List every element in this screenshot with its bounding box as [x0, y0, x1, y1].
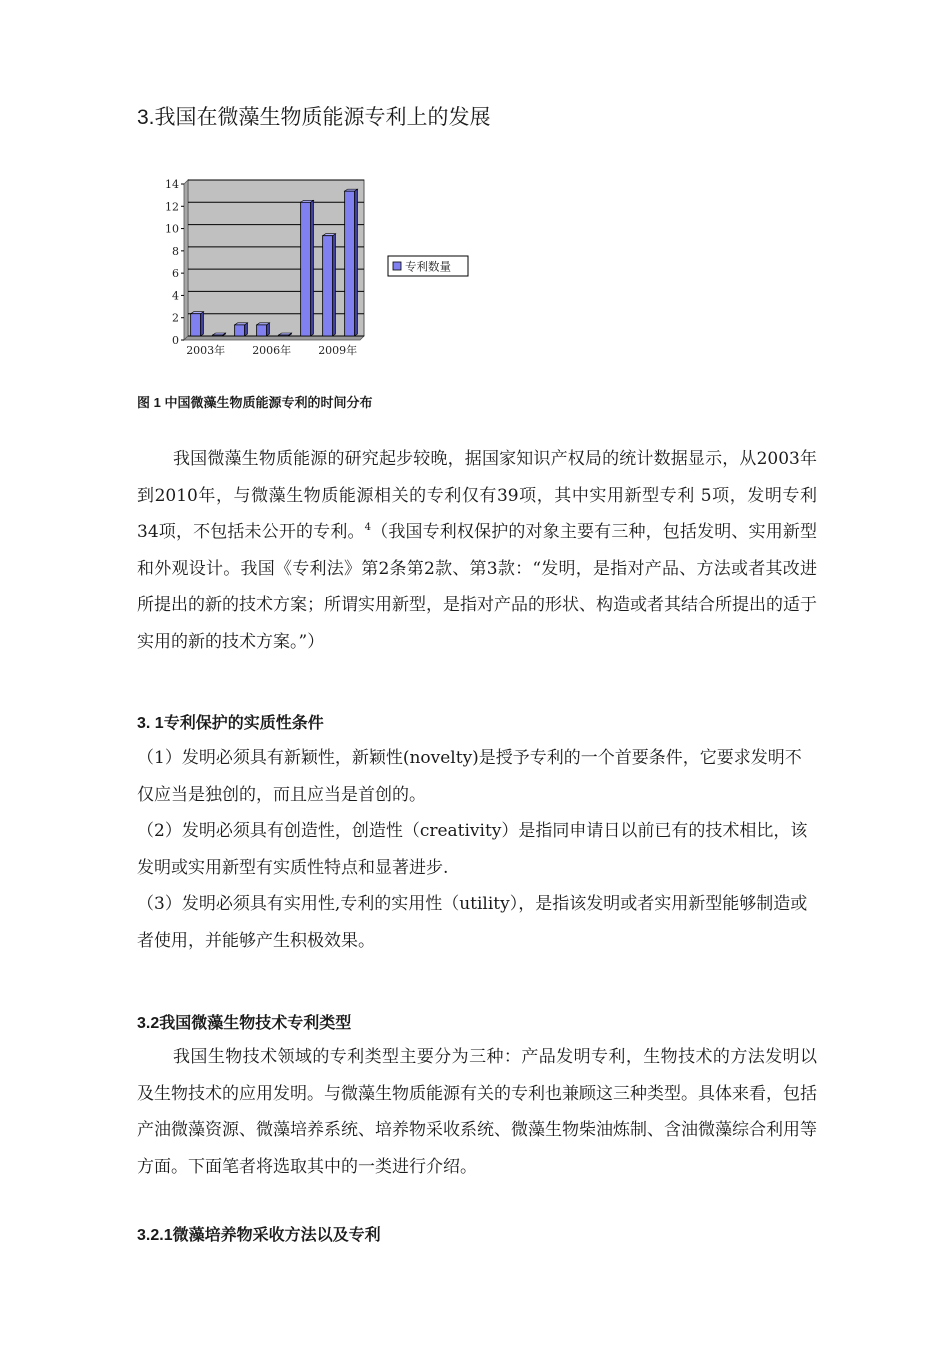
- bar-4: [279, 335, 289, 336]
- bar-side-7: [355, 189, 358, 336]
- y-tick-label: 14: [165, 178, 179, 191]
- plot-side-wall: [184, 180, 188, 340]
- x-tick-label: 2009年: [318, 344, 358, 357]
- chart-svg: [160, 170, 490, 365]
- bar-7: [345, 191, 355, 336]
- patent-types-paragraph: 我国生物技术领域的专利类型主要分为三种：产品发明专利，生物技术的方法发明以及生物技术的应用发明。与微藻生物质能源有关的专利也兼顾这三种类型。具体来看，包括产油微藻资源、微藻培养系统、培养物采收系统、微藻生物柴油炼制、含油微藻综合利用等方面。下面笔者将选取其中的一类进行介绍。: [137, 1047, 817, 1177]
- y-tick-label: 2: [172, 311, 179, 325]
- condition-item-2: （2）发明必须具有创造性，创造性（creativity）是指同申请日以前已有的技术相比，该发明或实用新型有实质性特点和显著进步.: [137, 821, 808, 878]
- bar-5: [301, 202, 311, 336]
- y-tick-label: 12: [165, 200, 179, 214]
- y-tick-label: 10: [165, 222, 179, 236]
- bar-side-6: [333, 234, 336, 336]
- intro-text-2: （我国专利权保护的对象主要有三种，包括发明、实用新型和外观设计。我国《专利法》第2条第2款、第3款：“发明，是指对产品、方法或者其改进所提出的新的技术方案；所谓实用新型，是指对产品的形状、构造或者其结合所提出的适于实用的新的技术方案。”）: [137, 522, 818, 652]
- bar-side-5: [311, 200, 314, 336]
- bar-3: [257, 325, 267, 336]
- subsection-title-3-2-1: 3.2.1微藻培养物采收方法以及专利: [137, 1227, 381, 1244]
- y-tick-label: 0: [172, 334, 179, 347]
- footnote-ref: 4: [364, 522, 372, 533]
- subsection-title-3-2: 3.2我国微藻生物技术专利类型: [137, 1015, 352, 1032]
- bar-0: [191, 314, 201, 336]
- x-tick-label: 2006年: [252, 344, 292, 357]
- y-tick-label: 8: [172, 244, 179, 258]
- plot-floor: [184, 336, 364, 340]
- plot-area: [188, 180, 364, 336]
- bar-1: [213, 335, 223, 336]
- y-tick-label: 6: [172, 267, 179, 281]
- bar-2: [235, 325, 245, 336]
- figure-caption: 图 1 中国微藻生物质能源专利的时间分布: [137, 395, 373, 410]
- condition-item-1: （1）发明必须具有新颖性，新颖性(novelty)是授予专利的一个首要条件，它要求发明不仅应当是独创的，而且应当是首创的。: [137, 748, 802, 805]
- intro-text-1: 我国微藻生物质能源的研究起步较晚，据国家知识产权局的统计数据显示，从2003年到2010年，与微藻生物质能源相关的专利仅有39项，其中实用新型专利 5项，发明专利34项，不包括未公开的专利。: [137, 449, 817, 542]
- section-title: 3.我国在微藻生物质能源专利上的发展: [137, 106, 491, 129]
- legend-swatch: [393, 262, 401, 270]
- subsection-title-3-1: 3. 1专利保护的实质性条件: [137, 715, 324, 732]
- bar-side-0: [201, 312, 204, 336]
- intro-paragraph: [137, 441, 817, 660]
- patent-bar-chart: [160, 170, 490, 365]
- legend-label: 专利数量: [405, 259, 451, 274]
- y-tick-label: 4: [172, 289, 179, 303]
- bar-6: [323, 236, 333, 336]
- condition-item-3: （3）发明必须具有实用性,专利的实用性（utility），是指该发明或者实用新型能够制造或者使用，并能够产生积极效果。: [137, 894, 808, 951]
- x-tick-label: 2003年: [186, 344, 226, 357]
